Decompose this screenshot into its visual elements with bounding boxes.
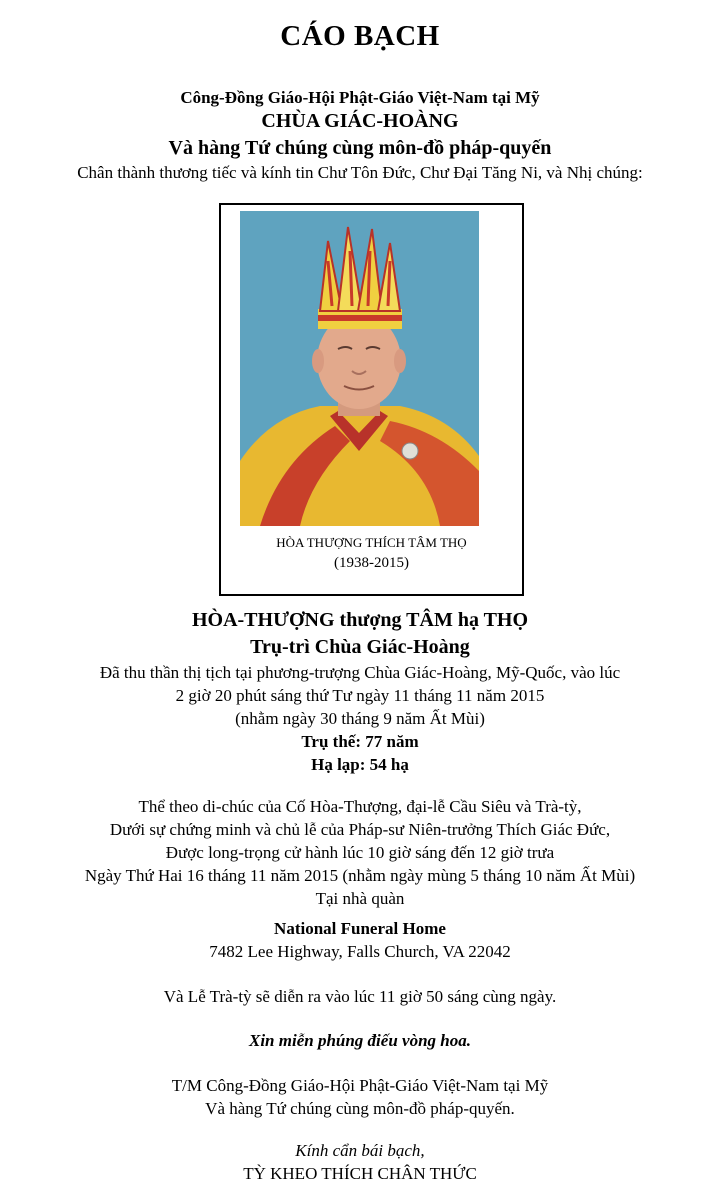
deceased-name: HÒA-THƯỢNG thượng TÂM hạ THỌ [191,609,529,631]
age-line: Trụ thế: 77 năm [301,732,419,751]
ceremony-line-4: Ngày Thứ Hai 16 tháng 11 năm 2015 (nhằm ngày mùng 5 tháng 10 năm Ất Mùi) [84,866,636,885]
cremation-notice: Và Lễ Trà-tỳ sẽ diễn ra vào lúc 11 giờ 50 sáng cùng ngày. [163,987,557,1006]
passing-line-3: (nhằm ngày 30 tháng 9 năm Ất Mùi) [235,709,485,728]
portrait-caption-years: (1938-2015) [334,555,409,571]
passing-line-2: 2 giờ 20 phút sáng thứ Tư ngày 11 tháng 11 năm 2015 [175,686,545,705]
ceremony-line-5: Tại nhà quàn [315,889,405,908]
portrait-frame [219,203,524,596]
ceremony-line-3: Được long-trọng cử hành lúc 10 giờ sáng đến 12 giờ trưa [165,843,555,862]
venue-name: National Funeral Home [274,919,446,938]
portrait-photo [240,211,479,526]
signoff-line-2: Và hàng Tứ chúng cùng môn-đồ pháp-quyến. [205,1099,515,1118]
notice-intro: Chân thành thương tiếc và kính tin Chư Tôn Đức, Chư Đại Tăng Ni, và Nhị chúng: [77,163,643,182]
ceremony-line-2: Dưới sự chứng minh và chủ lễ của Pháp-sư Niên-trưởng Thích Giác Đức, [109,820,611,839]
passing-line-1: Đã thu thần thị tịch tại phương-trượng Chùa Giác-Hoàng, Mỹ-Quốc, vào lúc [99,663,621,682]
signatory-name: TỲ KHEO THÍCH CHÂN THỨC [243,1164,477,1183]
organization-line: Công-Đồng Giáo-Hội Phật-Giáo Việt-Nam tại Mỹ [180,88,540,107]
temple-name: CHÙA GIÁC-HOÀNG [261,110,459,132]
congregation-line: Và hàng Tứ chúng cùng môn-đồ pháp-quyến [168,137,552,159]
ceremony-line-1: Thể theo di-chúc của Cố Hòa-Thượng, đại-lễ Cầu Siêu và Trà-tỳ, [138,797,582,816]
signoff-line-3: Kính cẩn bái bạch, [295,1141,425,1160]
portrait-caption-name: HÒA THƯỢNG THÍCH TÂM THỌ [276,535,467,550]
ha-lap-line: Hạ lạp: 54 hạ [311,755,409,774]
signoff-line-1: T/M Công-Đồng Giáo-Hội Phật-Giáo Việt-Nam tại Mỹ [171,1076,549,1095]
deceased-position: Trụ-trì Chùa Giác-Hoàng [250,636,470,658]
document-title: CÁO BẠCH [280,20,440,52]
venue-address: 7482 Lee Highway, Falls Church, VA 22042 [209,942,511,961]
no-flowers-notice: Xin miễn phúng điếu vòng hoa. [248,1031,471,1050]
